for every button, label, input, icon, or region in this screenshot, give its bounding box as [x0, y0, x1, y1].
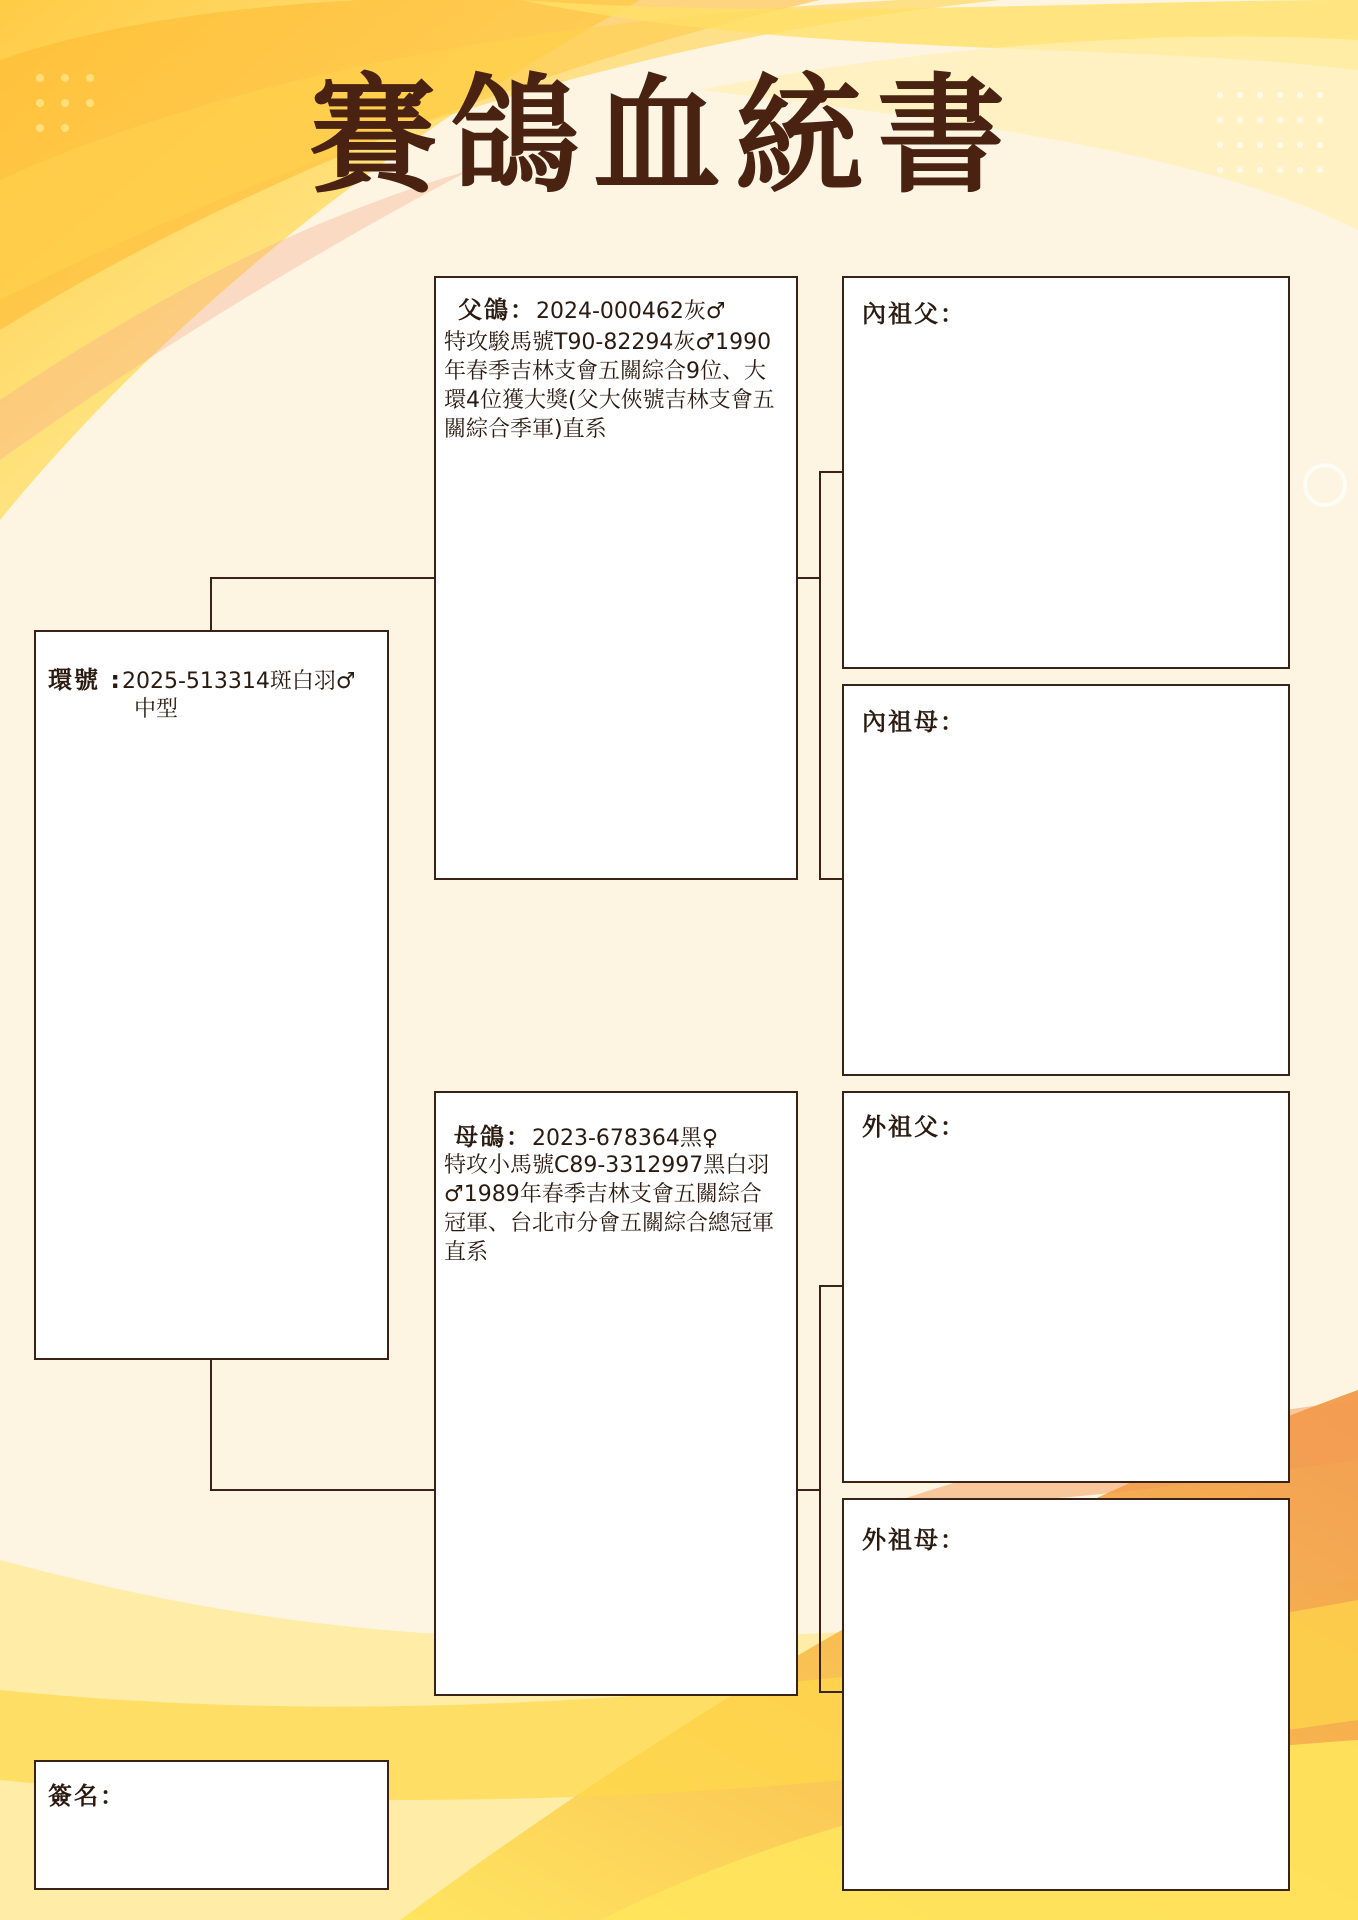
ring-number-label: 環號 :: [48, 666, 122, 694]
paternal-grandmother-label: 內祖母：: [862, 708, 966, 736]
sire-desc-line: 特攻駿馬號T90-82294灰♂1990: [444, 330, 772, 355]
maternal-grandmother-label: 外祖母：: [862, 1526, 966, 1554]
signature-box[interactable]: [34, 1760, 389, 1890]
dam-desc-line: 特攻小馬號C89-3312997黑白羽: [444, 1153, 770, 1178]
maternal-grandmother-box: [842, 1498, 1290, 1891]
pigeon-size: 中型: [134, 697, 179, 722]
sire-desc-line: 環4位獲大獎(父大俠號吉林支會五: [444, 388, 775, 413]
maternal-grandfather-label: 外祖父：: [862, 1113, 966, 1141]
maternal-grandfather-box: [842, 1091, 1290, 1483]
sire-label: 父鴿：: [458, 296, 536, 324]
paternal-grandmother-box: [842, 684, 1290, 1076]
subject-pigeon-box: [34, 630, 389, 1360]
paternal-grandfather-box: [842, 276, 1290, 669]
dam-desc-line: 直系: [444, 1240, 489, 1265]
sire-desc-line: 年春季吉林支會五關綜合9位、大: [444, 359, 766, 384]
dam-ring: 2023-678364黑♀: [532, 1126, 719, 1151]
signature-label: 簽名：: [48, 1782, 126, 1810]
dam-desc-line: 冠軍、台北市分會五關綜合總冠軍: [444, 1211, 775, 1236]
dam-label: 母鴿：: [454, 1123, 532, 1151]
ring-number-value: 2025-513314斑白羽♂: [121, 669, 356, 694]
sire-desc-line: 關綜合季軍)直系: [444, 417, 607, 442]
paternal-grandfather-label: 內祖父：: [862, 300, 966, 328]
dam-box: [434, 1091, 798, 1696]
dam-desc-line: ♂1989年春季吉林支會五關綜合: [444, 1182, 762, 1207]
page-title: 賽鴿血統書: [308, 62, 1019, 211]
sire-ring: 2024-000462灰♂: [536, 299, 726, 324]
sire-box: [434, 276, 798, 880]
